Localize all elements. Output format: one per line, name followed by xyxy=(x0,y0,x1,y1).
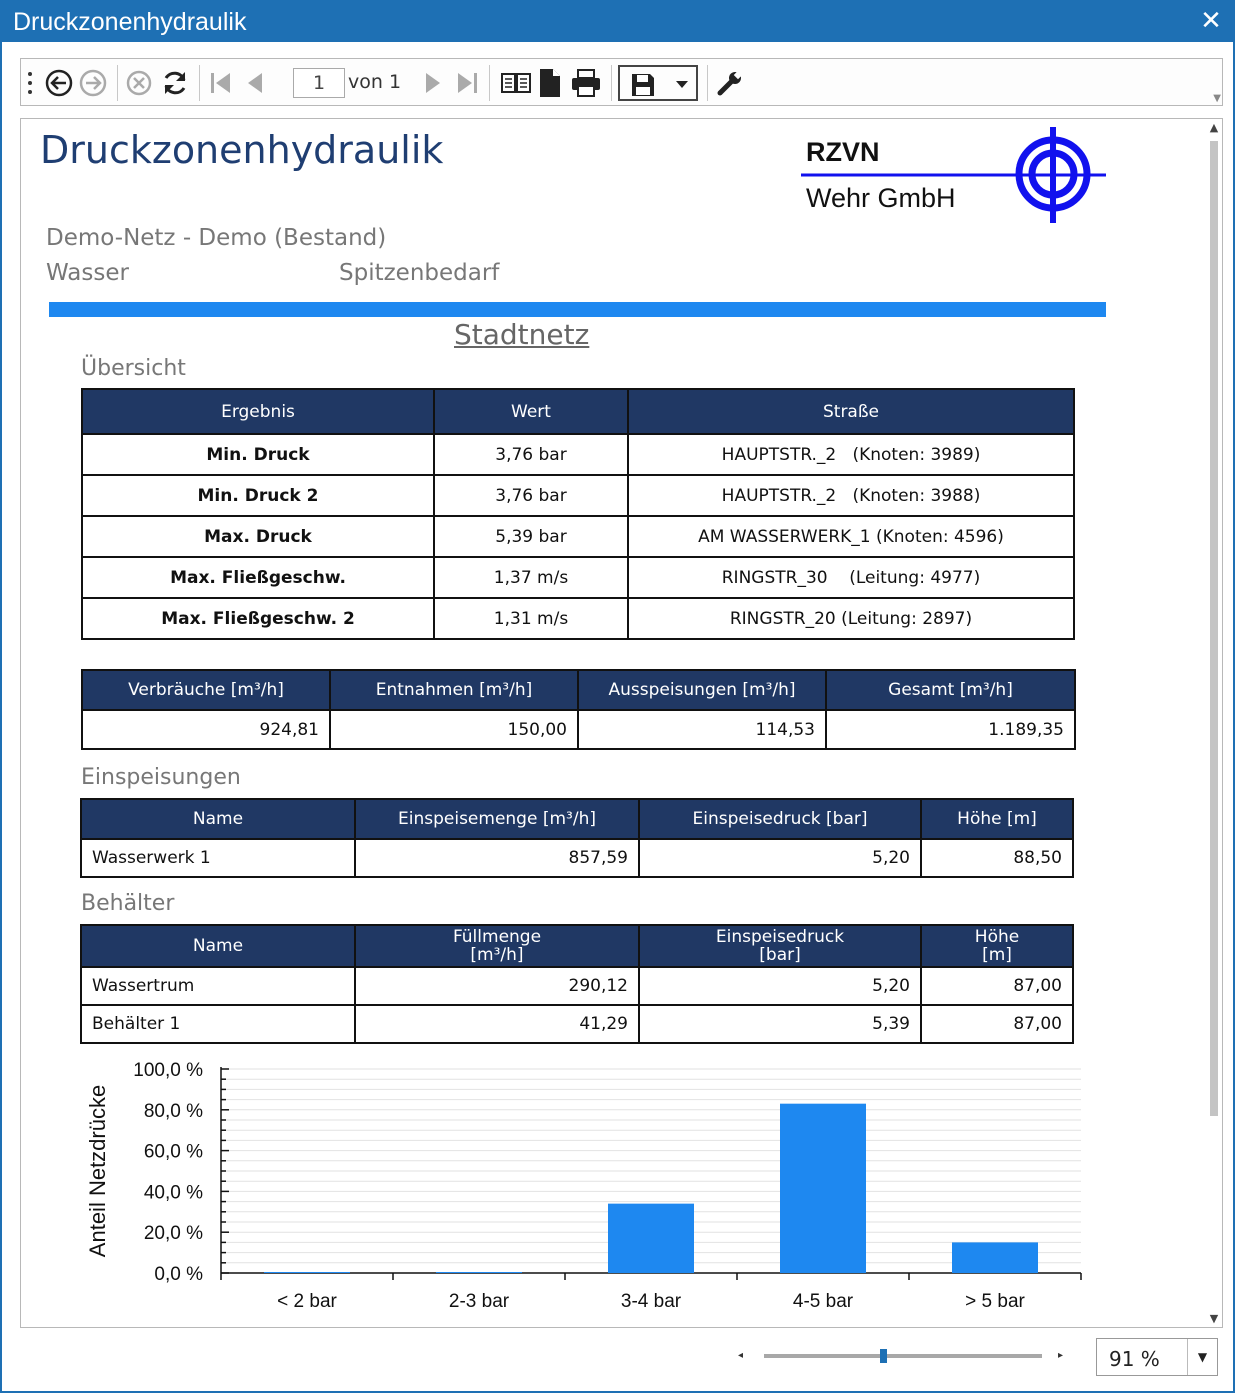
y-tick-label: 80,0 % xyxy=(143,1100,203,1122)
toolbar-overflow-icon[interactable]: ▼ xyxy=(1213,93,1221,104)
report-title: Druckzonenhydraulik xyxy=(40,128,444,172)
feeds-table xyxy=(80,798,1074,878)
toolbar-separator xyxy=(199,65,200,101)
table-row xyxy=(82,434,1074,475)
x-tick-label: 3-4 bar xyxy=(620,1291,682,1312)
tank-height: 87,00 xyxy=(921,967,1073,1005)
logo-line1: RZVN xyxy=(806,137,880,167)
result-value: 1,31 m/s xyxy=(434,598,628,639)
table-row xyxy=(82,557,1074,598)
column-header: Ausspeisungen [m³/h] xyxy=(578,670,826,710)
report-page xyxy=(21,119,1201,1327)
close-icon[interactable]: ✕ xyxy=(1200,6,1222,36)
save-icon xyxy=(628,69,658,101)
tank-name: Wassertrum xyxy=(81,967,355,1005)
column-header: Gesamt [m³/h] xyxy=(826,670,1075,710)
feeds-caption: Einspeisungen xyxy=(81,765,241,790)
table-row xyxy=(82,598,1074,639)
bar xyxy=(436,1272,522,1273)
vertical-scrollbar[interactable] xyxy=(1206,119,1222,1327)
x-tick-label: 2-3 bar xyxy=(448,1291,510,1312)
y-tick-label: 100,0 % xyxy=(133,1060,203,1081)
refresh-icon[interactable] xyxy=(159,67,191,99)
load-case-label: Spitzenbedarf xyxy=(339,260,500,286)
back-icon[interactable] xyxy=(43,67,75,99)
table-header-row xyxy=(82,670,1075,710)
y-tick-label: 60,0 % xyxy=(143,1141,203,1163)
report-viewer[interactable] xyxy=(20,118,1223,1328)
logo-line2: Wehr GmbH xyxy=(806,183,956,213)
bar xyxy=(608,1204,694,1273)
column-header: Einspeisemenge [m³/h] xyxy=(355,799,639,839)
table-header-row xyxy=(81,799,1073,839)
column-header: Wert xyxy=(434,389,628,434)
result-street: HAUPTSTR._2 (Knoten: 3989) xyxy=(628,434,1074,475)
feed-height: 88,50 xyxy=(921,839,1073,877)
page-setup-icon[interactable] xyxy=(535,67,565,99)
bar xyxy=(952,1242,1038,1273)
stop-icon[interactable] xyxy=(123,67,155,99)
bar xyxy=(780,1104,866,1273)
column-header: Entnahmen [m³/h] xyxy=(330,670,578,710)
feed-pressure: 5,20 xyxy=(639,839,921,877)
y-tick-label: 40,0 % xyxy=(143,1182,203,1204)
table-row xyxy=(81,839,1073,877)
column-header: Einspeisedruck [bar] xyxy=(639,799,921,839)
result-street: RINGSTR_30 (Leitung: 4977) xyxy=(628,557,1074,598)
overview-caption: Übersicht xyxy=(81,356,186,381)
table-row xyxy=(82,516,1074,557)
toolbar-separator xyxy=(707,65,708,101)
print-icon[interactable] xyxy=(569,67,603,99)
print-layout-icon[interactable] xyxy=(499,67,533,99)
zoom-in-icon[interactable]: ▸ xyxy=(1058,1350,1064,1361)
scroll-down-icon[interactable]: ▼ xyxy=(1209,1312,1219,1325)
medium-label: Wasser xyxy=(46,260,129,286)
result-value: 3,76 bar xyxy=(434,475,628,516)
table-header-row xyxy=(81,925,1073,967)
column-header: Höhe [m] xyxy=(921,799,1073,839)
column-header: Verbräuche [m³/h] xyxy=(82,670,330,710)
consumption-table xyxy=(81,669,1076,750)
tank-height: 87,00 xyxy=(921,1005,1073,1043)
table-row xyxy=(82,475,1074,516)
toolbar-separator xyxy=(611,65,612,101)
tank-fill: 290,12 xyxy=(355,967,639,1005)
tank-fill: 41,29 xyxy=(355,1005,639,1043)
column-header: Höhe [m] xyxy=(921,925,1073,967)
tanks-table xyxy=(80,924,1074,1044)
y-axis-label: Anteil Netzdrücke xyxy=(85,1084,110,1258)
y-tick-label: 20,0 % xyxy=(143,1223,203,1245)
section-title: Stadtnetz xyxy=(454,318,590,351)
pressure-distribution-chart xyxy=(81,1055,1091,1325)
column-header: Füllmenge [m³/h] xyxy=(355,925,639,967)
wrench-icon[interactable] xyxy=(713,67,747,99)
tank-pressure: 5,20 xyxy=(639,967,921,1005)
window-title: Druckzonenhydraulik xyxy=(13,8,247,36)
table-row xyxy=(81,967,1073,1005)
result-street: RINGSTR_20 (Leitung: 2897) xyxy=(628,598,1074,639)
column-header: Straße xyxy=(628,389,1074,434)
result-label: Max. Fließgeschw. xyxy=(82,557,434,598)
withdrawal-value: 150,00 xyxy=(330,710,578,749)
result-value: 3,76 bar xyxy=(434,434,628,475)
overview-table xyxy=(81,388,1075,640)
table-row xyxy=(82,710,1075,749)
bar xyxy=(264,1272,350,1273)
page-number-input[interactable]: 1 xyxy=(293,68,345,98)
total-value: 1.189,35 xyxy=(826,710,1075,749)
column-header: Name xyxy=(81,799,355,839)
result-street: AM WASSERWERK_1 (Knoten: 4596) xyxy=(628,516,1074,557)
column-header: Ergebnis xyxy=(82,389,434,434)
status-bar xyxy=(2,1332,1233,1392)
result-label: Max. Druck xyxy=(82,516,434,557)
result-label: Min. Druck xyxy=(82,434,434,475)
feed-amount: 857,59 xyxy=(355,839,639,877)
result-value: 5,39 bar xyxy=(434,516,628,557)
zoom-out-icon[interactable]: ◂ xyxy=(738,1350,744,1361)
table-row xyxy=(81,1005,1073,1043)
scrollbar-thumb[interactable] xyxy=(1210,141,1218,1116)
result-label: Max. Fließgeschw. 2 xyxy=(82,598,434,639)
forward-icon[interactable] xyxy=(77,67,109,99)
tank-pressure: 5,39 xyxy=(639,1005,921,1043)
company-logo xyxy=(796,125,1116,225)
zoom-value: 91 % xyxy=(1109,1347,1160,1371)
x-tick-label: < 2 bar xyxy=(277,1291,337,1312)
zoom-slider-thumb[interactable] xyxy=(880,1349,887,1363)
export-dropdown[interactable] xyxy=(618,65,698,101)
consumption-value: 924,81 xyxy=(82,710,330,749)
next-page-icon[interactable] xyxy=(419,67,447,99)
tank-name: Behälter 1 xyxy=(81,1005,355,1043)
outfeed-value: 114,53 xyxy=(578,710,826,749)
report-subtitle: Demo-Netz - Demo (Bestand) xyxy=(46,225,387,251)
zoom-dropdown[interactable] xyxy=(1096,1338,1218,1376)
grip-icon xyxy=(25,67,35,99)
result-value: 1,37 m/s xyxy=(434,557,628,598)
scroll-up-icon[interactable]: ▲ xyxy=(1209,121,1219,134)
header-divider xyxy=(49,302,1106,317)
chevron-down-icon[interactable]: ▼ xyxy=(1187,1339,1217,1375)
previous-page-icon[interactable] xyxy=(241,67,269,99)
chart-svg xyxy=(81,1055,1091,1325)
column-header: Einspeisedruck [bar] xyxy=(639,925,921,967)
result-label: Min. Druck 2 xyxy=(82,475,434,516)
column-header: Name xyxy=(81,925,355,967)
first-page-icon[interactable] xyxy=(207,67,235,99)
x-tick-label: 4-5 bar xyxy=(792,1291,854,1312)
zoom-slider-track[interactable] xyxy=(764,1354,1042,1358)
table-header-row xyxy=(82,389,1074,434)
title-bar xyxy=(2,2,1233,42)
last-page-icon[interactable] xyxy=(453,67,481,99)
x-tick-label: > 5 bar xyxy=(965,1291,1025,1312)
toolbar-separator xyxy=(117,65,118,101)
result-street: HAUPTSTR._2 (Knoten: 3988) xyxy=(628,475,1074,516)
toolbar-separator xyxy=(489,65,490,101)
chevron-down-icon xyxy=(672,69,692,101)
report-toolbar xyxy=(20,58,1223,106)
y-tick-label: 0,0 % xyxy=(154,1264,203,1285)
tanks-caption: Behälter xyxy=(81,891,175,916)
feed-name: Wasserwerk 1 xyxy=(81,839,355,877)
page-count-label: von 1 xyxy=(348,71,402,93)
